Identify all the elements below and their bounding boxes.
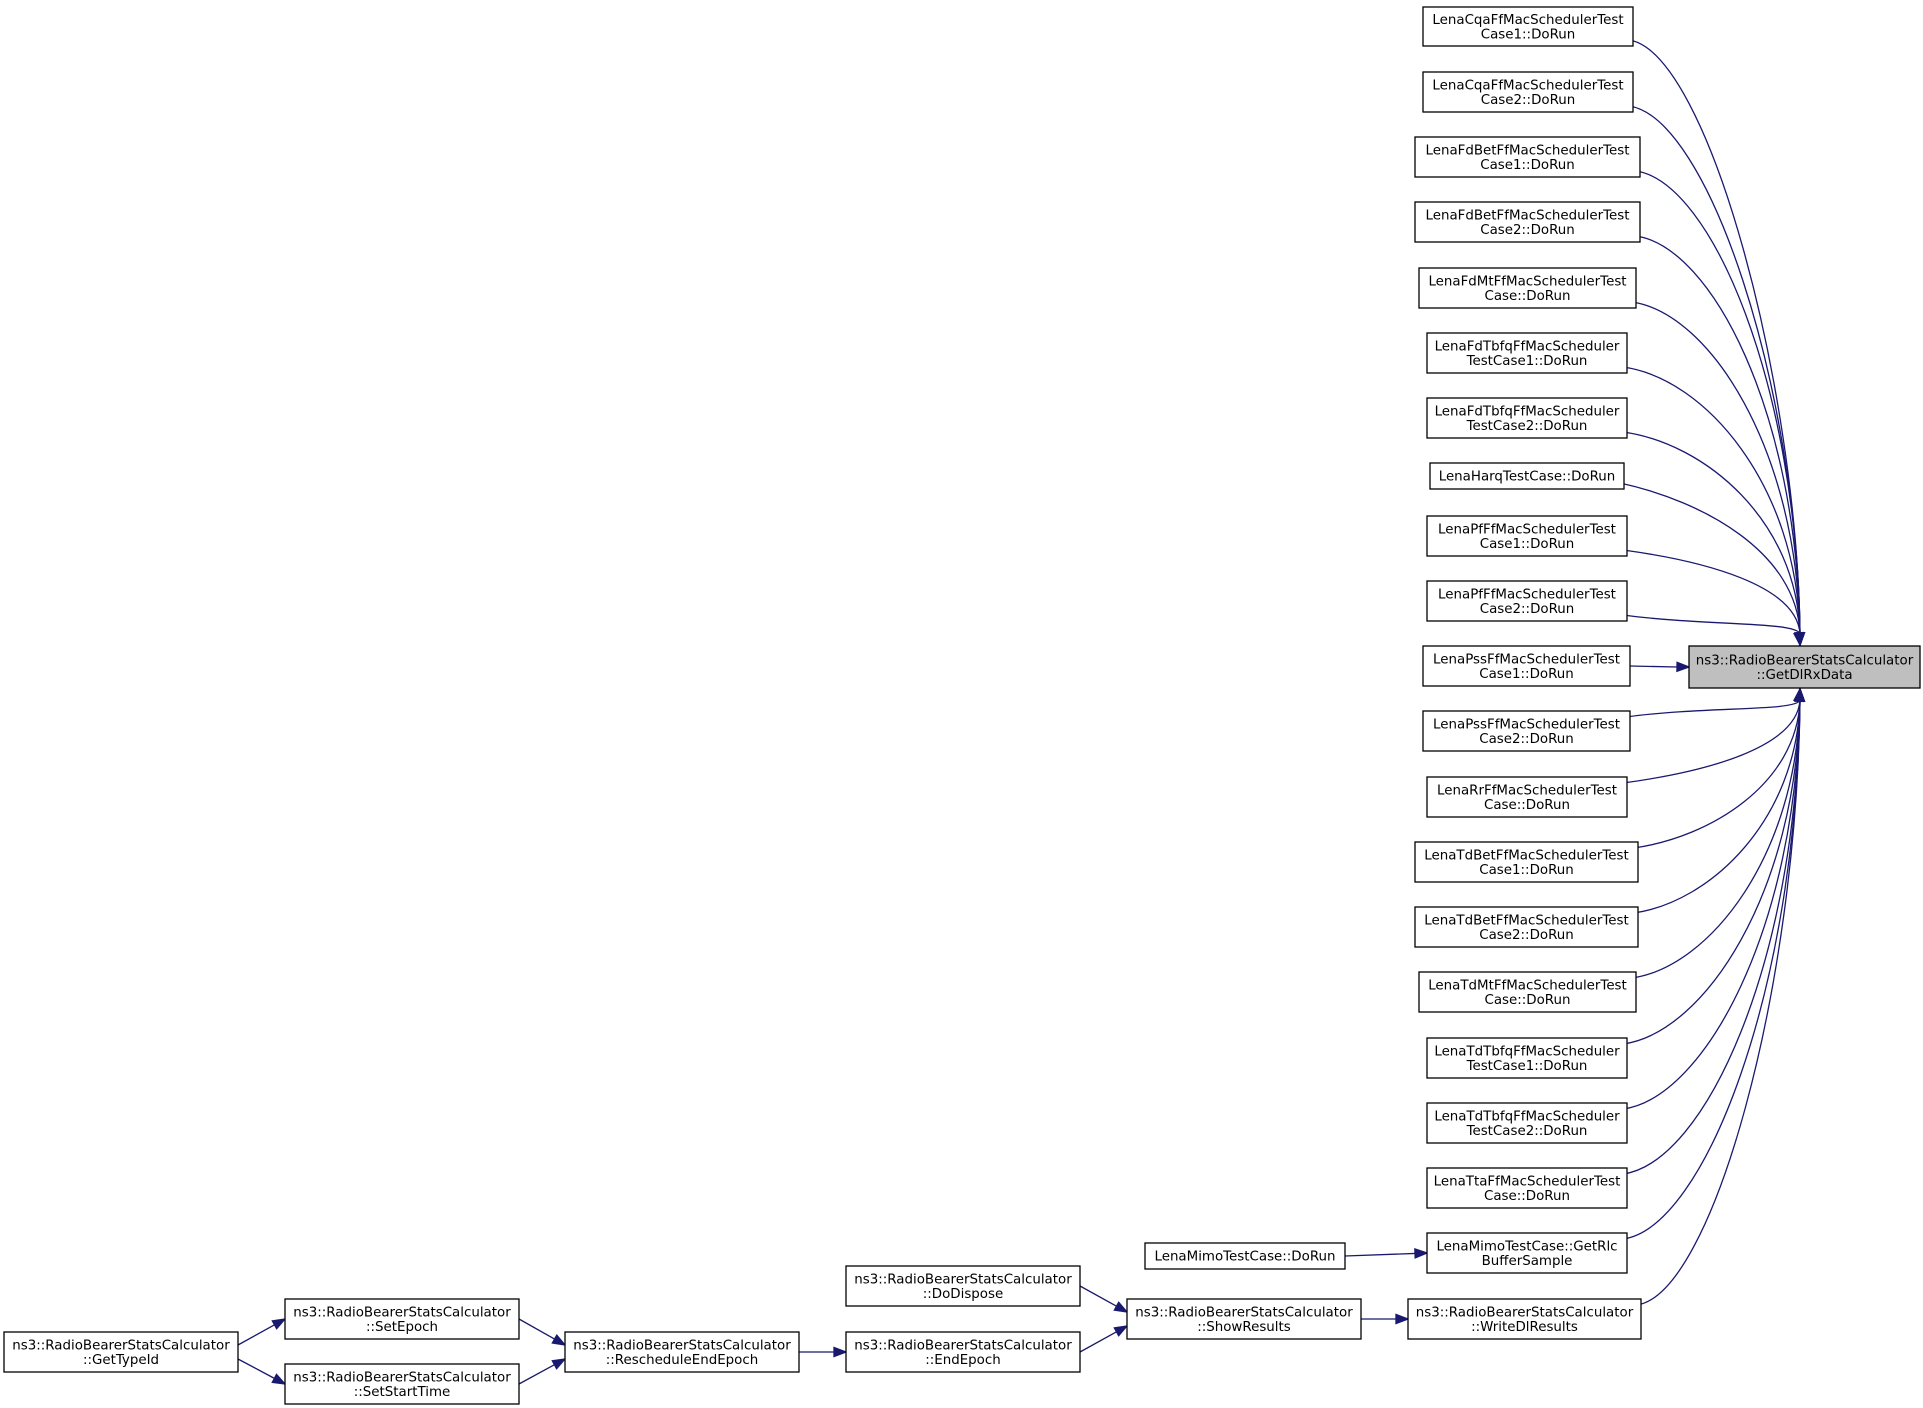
- node-setstart[interactable]: [285, 1364, 519, 1404]
- edge-arrowhead: [272, 1374, 285, 1384]
- node-writedl[interactable]: [1408, 1299, 1641, 1339]
- node-label-line: Case::DoRun: [1484, 288, 1571, 304]
- node-harq[interactable]: [1430, 463, 1624, 489]
- edge-tdmt-to-getdlrxdata: [1632, 689, 1804, 978]
- node-gettypeid[interactable]: [4, 1332, 238, 1372]
- edge-pf1-to-getdlrxdata: [1623, 550, 1804, 645]
- node-label-line: LenaHarqTestCase::DoRun: [1438, 469, 1616, 485]
- node-tdbet1[interactable]: [1415, 842, 1638, 882]
- node-label-line: TestCase2::DoRun: [1466, 418, 1588, 434]
- edge-line: [1629, 40, 1800, 634]
- node-label-line: ::RescheduleEndEpoch: [605, 1352, 759, 1368]
- edge-line: [1623, 700, 1800, 1174]
- edge-line: [1623, 615, 1800, 634]
- node-label-line: LenaPfFfMacSchedulerTest: [1438, 587, 1616, 603]
- node-tdtbfq2[interactable]: [1427, 1103, 1627, 1143]
- node-label-line: LenaFdTbfqFfMacScheduler: [1434, 339, 1620, 355]
- edge-pss1-to-getdlrxdata: [1630, 662, 1689, 671]
- node-mimogetrlc[interactable]: [1427, 1233, 1627, 1273]
- edge-arrowhead: [1677, 662, 1689, 671]
- node-fdtbfq2[interactable]: [1427, 398, 1627, 438]
- edge-line: [238, 1325, 274, 1345]
- edge-dodispose-to-showresults: [1080, 1286, 1127, 1312]
- node-fdbet1[interactable]: [1415, 137, 1640, 177]
- node-label-line: Case2::DoRun: [1479, 731, 1574, 747]
- node-label-line: Case2::DoRun: [1479, 927, 1574, 943]
- node-label-line: Case1::DoRun: [1480, 27, 1576, 43]
- node-cqa2[interactable]: [1423, 72, 1633, 112]
- node-cqa1[interactable]: [1423, 7, 1633, 46]
- node-label-line: ::SetEpoch: [365, 1319, 439, 1335]
- node-label-line: ::GetTypeId: [82, 1352, 160, 1368]
- nodes-layer: [4, 7, 1920, 1404]
- edge-reschedule-to-endepoch: [799, 1348, 846, 1357]
- node-label-line: LenaCqaFfMacSchedulerTest: [1432, 12, 1624, 28]
- edge-line: [1636, 236, 1800, 634]
- node-reschedule[interactable]: [565, 1332, 799, 1372]
- edge-line: [1623, 700, 1800, 1109]
- edge-setepoch-to-reschedule: [519, 1319, 565, 1345]
- edge-line: [1634, 700, 1800, 848]
- node-label-line: LenaFdBetFfMacSchedulerTest: [1425, 208, 1630, 224]
- edge-arrowhead: [834, 1348, 846, 1357]
- node-label-line: Case1::DoRun: [1479, 536, 1575, 552]
- node-label-line: ::EndEpoch: [925, 1352, 1001, 1368]
- node-label-line: LenaMimoTestCase::DoRun: [1154, 1249, 1336, 1265]
- node-label-line: LenaTtaFfMacSchedulerTest: [1433, 1174, 1621, 1190]
- edge-line: [519, 1319, 555, 1339]
- node-pf2[interactable]: [1427, 581, 1627, 621]
- node-label-line: LenaPssFfMacSchedulerTest: [1433, 717, 1620, 733]
- edge-arrowhead: [552, 1359, 565, 1369]
- edge-line: [238, 1359, 274, 1378]
- node-dodispose[interactable]: [846, 1266, 1080, 1306]
- node-label-line: LenaPfFfMacSchedulerTest: [1438, 522, 1616, 538]
- node-label-line: LenaPssFfMacSchedulerTest: [1433, 652, 1620, 668]
- node-label-line: Case2::DoRun: [1480, 222, 1575, 238]
- node-label-line: ns3::RadioBearerStatsCalculator: [293, 1305, 511, 1321]
- node-pss2[interactable]: [1423, 711, 1630, 751]
- node-label-line: ns3::RadioBearerStatsCalculator: [573, 1338, 791, 1354]
- edge-arrowhead: [1415, 1249, 1427, 1258]
- node-label-line: LenaFdTbfqFfMacScheduler: [1434, 404, 1620, 420]
- node-tdtbfq1[interactable]: [1427, 1038, 1627, 1078]
- edge-mimodorun-to-mimogetrlc: [1345, 1249, 1427, 1258]
- edge-line: [1626, 700, 1800, 717]
- edge-line: [1623, 432, 1800, 634]
- node-tdmt[interactable]: [1419, 972, 1636, 1012]
- edge-harq-to-getdlrxdata: [1620, 483, 1804, 645]
- edge-rr-to-getdlrxdata: [1623, 689, 1804, 783]
- node-pf1[interactable]: [1427, 516, 1627, 556]
- edge-arrowhead: [1114, 1326, 1127, 1336]
- edge-fdtbfq2-to-getdlrxdata: [1623, 432, 1804, 645]
- node-label-line: LenaTdBetFfMacSchedulerTest: [1424, 913, 1629, 929]
- edge-line: [1080, 1286, 1116, 1306]
- node-fdmt[interactable]: [1419, 268, 1636, 308]
- node-showresults[interactable]: [1127, 1299, 1361, 1339]
- node-label-line: BufferSample: [1481, 1253, 1573, 1269]
- edge-line: [1623, 700, 1800, 783]
- node-setepoch[interactable]: [285, 1299, 519, 1339]
- edge-line: [1634, 700, 1800, 913]
- edge-fdtbfq1-to-getdlrxdata: [1623, 367, 1804, 645]
- node-label-line: Case1::DoRun: [1480, 157, 1575, 173]
- node-label-line: ::DoDispose: [922, 1286, 1004, 1302]
- edge-line: [1623, 550, 1800, 634]
- edge-line: [1630, 666, 1677, 667]
- node-label-line: LenaCqaFfMacSchedulerTest: [1432, 78, 1624, 94]
- node-label-line: LenaTdBetFfMacSchedulerTest: [1424, 848, 1629, 864]
- edge-pss2-to-getdlrxdata: [1626, 689, 1803, 717]
- node-label-line: LenaTdTbfqFfMacScheduler: [1434, 1109, 1620, 1125]
- node-label-line: LenaFdBetFfMacSchedulerTest: [1425, 143, 1630, 159]
- edge-tdbet2-to-getdlrxdata: [1634, 689, 1804, 913]
- edge-writedl-to-getdlrxdata: [1637, 689, 1804, 1305]
- node-label-line: Case1::DoRun: [1479, 666, 1574, 682]
- node-endepoch[interactable]: [846, 1332, 1080, 1372]
- node-label-line: ns3::RadioBearerStatsCalculator: [1415, 1305, 1634, 1321]
- node-mimodorun[interactable]: [1145, 1243, 1345, 1269]
- node-label-line: ns3::RadioBearerStatsCalculator: [1695, 653, 1914, 669]
- node-label-line: LenaMimoTestCase::GetRlc: [1436, 1239, 1618, 1255]
- node-label-line: Case2::DoRun: [1479, 601, 1575, 617]
- node-label-line: ns3::RadioBearerStatsCalculator: [1135, 1305, 1353, 1321]
- edge-arrowhead: [1396, 1315, 1408, 1324]
- edge-mimogetrlc-to-getdlrxdata: [1623, 689, 1804, 1239]
- node-label-line: Case::DoRun: [1484, 797, 1570, 813]
- node-fdbet2[interactable]: [1415, 202, 1640, 242]
- node-getdlrxdata[interactable]: [1689, 646, 1920, 688]
- edge-line: [1623, 700, 1800, 1044]
- node-tta[interactable]: [1427, 1168, 1627, 1208]
- node-fdtbfq1[interactable]: [1427, 333, 1627, 373]
- edge-line: [1080, 1332, 1116, 1352]
- node-label-line: TestCase1::DoRun: [1466, 1058, 1588, 1074]
- edge-gettypeid-to-setstart: [238, 1359, 285, 1384]
- edge-endepoch-to-showresults: [1080, 1326, 1127, 1352]
- node-label-line: TestCase2::DoRun: [1466, 1123, 1588, 1139]
- edge-line: [1632, 700, 1800, 978]
- node-label-line: ::GetDlRxData: [1756, 667, 1853, 683]
- node-pss1[interactable]: [1423, 646, 1630, 686]
- node-rr[interactable]: [1427, 777, 1627, 817]
- node-tdbet2[interactable]: [1415, 907, 1638, 947]
- edge-line: [1637, 700, 1800, 1305]
- edge-arrowhead: [552, 1335, 565, 1345]
- edge-showresults-to-writedl: [1361, 1315, 1408, 1324]
- node-label-line: ns3::RadioBearerStatsCalculator: [293, 1370, 511, 1386]
- edge-arrowhead: [1794, 633, 1803, 645]
- node-label-line: Case::DoRun: [1484, 1188, 1570, 1204]
- node-label-line: LenaFdMtFfMacSchedulerTest: [1428, 274, 1627, 290]
- node-label-line: ns3::RadioBearerStatsCalculator: [854, 1272, 1072, 1288]
- edge-arrowhead: [1114, 1302, 1127, 1312]
- edge-arrowhead: [272, 1319, 285, 1329]
- node-label-line: ns3::RadioBearerStatsCalculator: [854, 1338, 1072, 1354]
- node-label-line: LenaTdMtFfMacSchedulerTest: [1428, 978, 1627, 994]
- edge-line: [519, 1365, 554, 1384]
- node-label-line: ::WriteDlResults: [1471, 1319, 1578, 1335]
- node-label-line: Case::DoRun: [1484, 992, 1571, 1008]
- edge-setstart-to-reschedule: [519, 1359, 565, 1384]
- edge-line: [1623, 700, 1800, 1239]
- node-label-line: LenaRrFfMacSchedulerTest: [1437, 783, 1617, 799]
- node-label-line: Case2::DoRun: [1480, 92, 1576, 108]
- node-label-line: LenaTdTbfqFfMacScheduler: [1434, 1044, 1620, 1060]
- edge-line: [1636, 171, 1800, 634]
- node-label-line: ::SetStartTime: [353, 1384, 451, 1400]
- node-label-line: TestCase1::DoRun: [1466, 353, 1588, 369]
- edge-line: [1632, 302, 1800, 634]
- edge-gettypeid-to-setepoch: [238, 1319, 285, 1345]
- node-label-line: ::ShowResults: [1197, 1319, 1291, 1335]
- node-label-line: Case1::DoRun: [1479, 862, 1574, 878]
- edge-tdtbfq2-to-getdlrxdata: [1623, 689, 1804, 1109]
- edge-line: [1345, 1253, 1415, 1256]
- edge-fdbet2-to-getdlrxdata: [1636, 236, 1804, 645]
- edge-pf2-to-getdlrxdata: [1623, 615, 1803, 645]
- edge-cqa1-to-getdlrxdata: [1629, 40, 1804, 645]
- edge-tdtbfq1-to-getdlrxdata: [1623, 689, 1804, 1044]
- node-label-line: ns3::RadioBearerStatsCalculator: [12, 1338, 230, 1354]
